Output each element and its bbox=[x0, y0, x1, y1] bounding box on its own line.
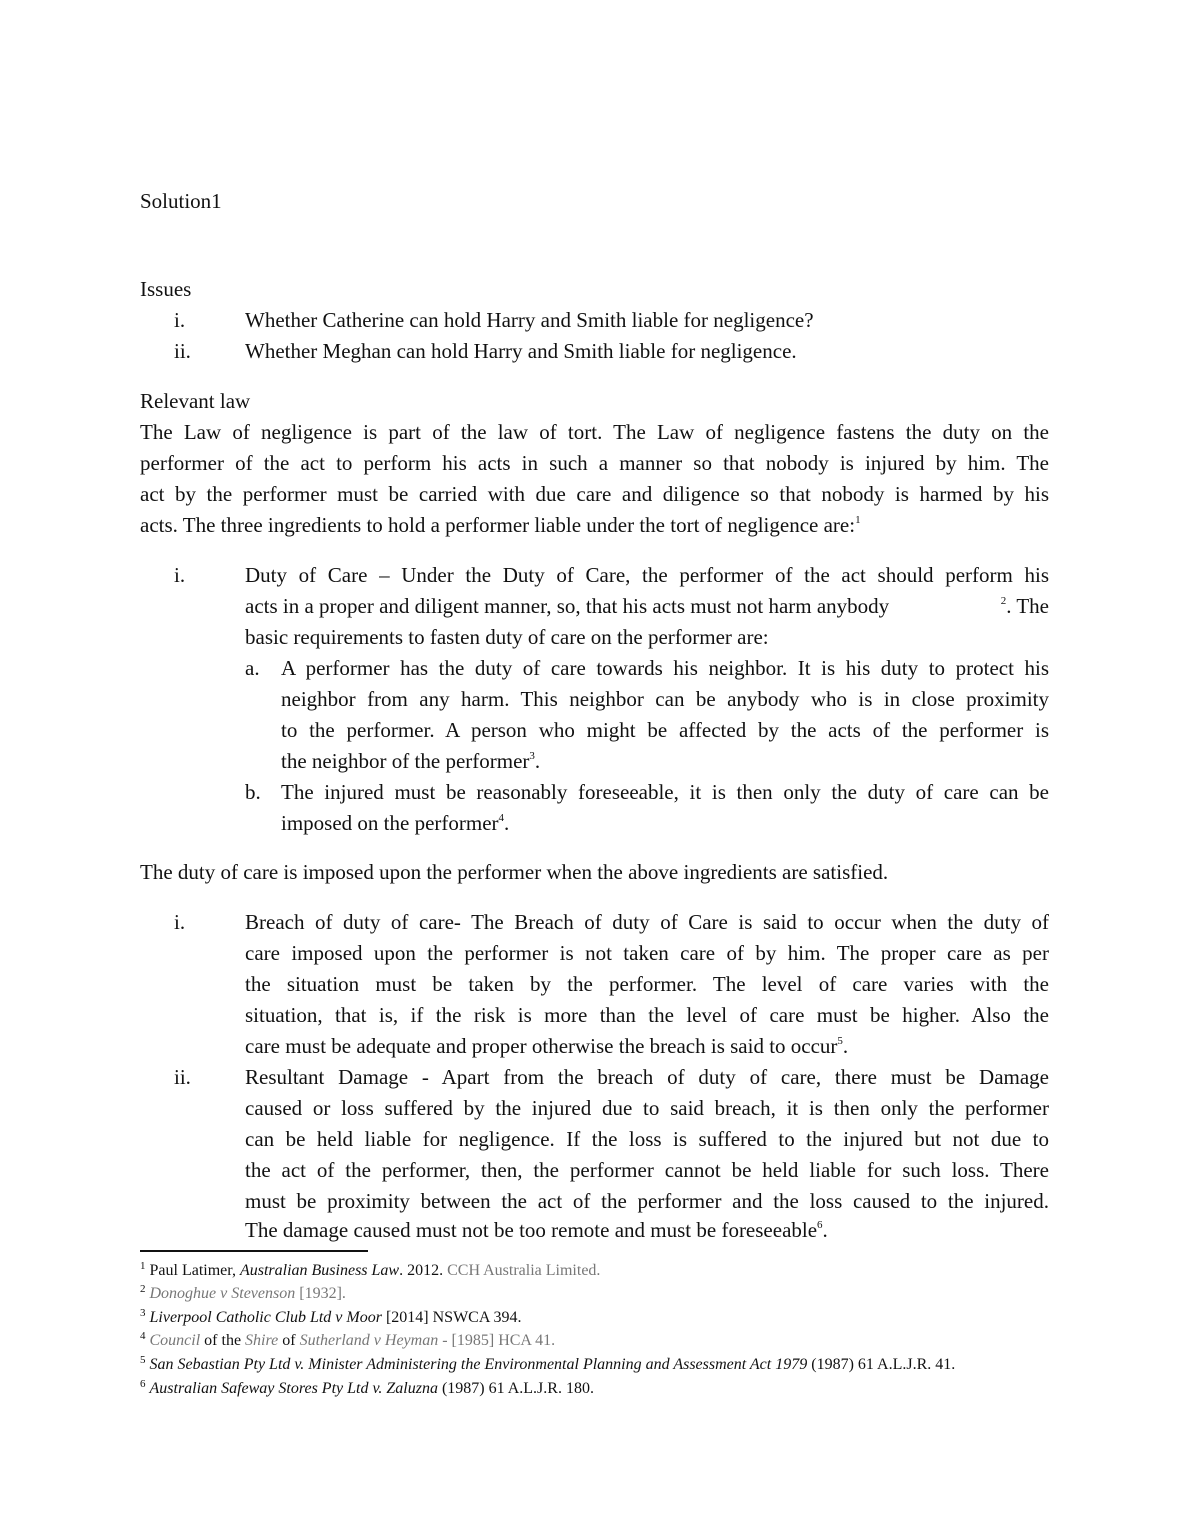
breach-line: Breach of duty of care- The Breach of duty of Care is said to occur when the duty of bbox=[245, 910, 1049, 934]
footnote-3: $^3$ Liverpool Catholic Club Ltd v Moor [2014] NSWCA 394. bbox=[140, 1307, 522, 1326]
law-paragraph-line: performer of the act to perform his acts in such a manner so that nobody is injured by him. The bbox=[140, 451, 1049, 475]
breach-line: situation, that is, if the risk is more than the level of care must be higher. Also the bbox=[245, 1003, 1049, 1027]
breach-number: i. bbox=[174, 910, 186, 934]
footnote-ref-4: 4 bbox=[498, 812, 505, 824]
footnote-ref-5: 5 bbox=[837, 1035, 843, 1047]
law-paragraph-line: The Law of negligence is part of the law of tort. The Law of negligence fastens the duty on the bbox=[140, 420, 1049, 444]
page-title: Solution1 bbox=[140, 189, 222, 213]
sub-item-b-line: imposed on the performer$^4$. bbox=[281, 811, 510, 835]
issues-heading: Issues bbox=[140, 277, 192, 301]
sub-item-b-line: The injured must be reasonably foreseeable, it is then only the duty of care can be bbox=[281, 780, 1049, 804]
footnote-ref-3: 3 bbox=[529, 750, 535, 762]
issue-text-2: Whether Meghan can hold Harry and Smith liable for negligence. bbox=[245, 339, 797, 363]
damage-line: Resultant Damage - Apart from the breach of duty of care, there must be Damage bbox=[245, 1065, 1049, 1089]
footnote-ref-6: 6 bbox=[817, 1219, 823, 1231]
duty-number: i. bbox=[174, 563, 186, 587]
damage-line: can be held liable for negligence. If the loss is suffered to the injured but not due to bbox=[245, 1127, 1049, 1151]
footnote-1: $^1$ Paul Latimer, Australian Business Law. 2012. CCH Australia Limited. bbox=[140, 1260, 601, 1279]
law-paragraph-line: act by the performer must be carried with due care and diligence so that nobody is harmed by his bbox=[140, 482, 1049, 506]
sub-item-a-line: neighbor from any harm. This neighbor can be anybody who is in close proximity bbox=[281, 687, 1049, 711]
sub-item-a-line: A performer has the duty of care towards his neighbor. It is his duty to protect his bbox=[281, 656, 1049, 680]
footnote-ref-2: 2 bbox=[1000, 595, 1007, 607]
footnote-5: $^5$ San Sebastian Pty Ltd v. Minister Administering the Environmental Planning and Assessment Act 1979 (1987) 61 A.L.J.R. 41. bbox=[140, 1354, 956, 1373]
duty-line: basic requirements to fasten duty of care on the performer are: bbox=[245, 625, 769, 649]
footnote-4: $^4$ Council of the Shire of Sutherland v Heyman - [1985] HCA 41. bbox=[140, 1330, 556, 1349]
footnote-separator bbox=[140, 1250, 368, 1252]
breach-line: the situation must be taken by the performer. The level of care varies with the bbox=[245, 972, 1049, 996]
issue-text-1: Whether Catherine can hold Harry and Smith liable for negligence? bbox=[245, 308, 814, 332]
issue-number-1: i. bbox=[174, 308, 186, 332]
footnote-ref-1: 1 bbox=[855, 514, 861, 526]
footnote-6: $^6$ Australian Safeway Stores Pty Ltd v. Zaluzna (1987) 61 A.L.J.R. 180. bbox=[140, 1378, 594, 1397]
sub-item-letter-b: b. bbox=[245, 780, 261, 804]
footnote-2: $^2$ Donoghue v Stevenson [1932]. bbox=[140, 1283, 346, 1302]
law-paragraph-line: acts. The three ingredients to hold a performer liable under the tort of negligence are:$^1$ bbox=[140, 513, 861, 537]
breach-line: care imposed upon the performer is not taken care of by him. The proper care as per bbox=[245, 941, 1049, 965]
breach-line: care must be adequate and proper otherwise the breach is said to occur$^5$. bbox=[245, 1034, 849, 1058]
issue-number-2: ii. bbox=[174, 339, 191, 363]
sub-item-letter-a: a. bbox=[245, 656, 260, 680]
sub-item-a-line: to the performer. A person who might be affected by the acts of the performer is bbox=[281, 718, 1049, 742]
damage-number: ii. bbox=[174, 1065, 191, 1089]
damage-line: The damage caused must not be too remote and must be foreseeable$^6$. bbox=[245, 1218, 828, 1242]
damage-line: caused or loss suffered by the injured due to said breach, it is then only the performer bbox=[245, 1096, 1049, 1120]
damage-line: the act of the performer, then, the performer cannot be held liable for such loss. There bbox=[245, 1158, 1049, 1182]
sub-item-a-line: the neighbor of the performer$^3$. bbox=[281, 749, 541, 773]
duty-line: Duty of Care – Under the Duty of Care, the performer of the act should perform his bbox=[245, 563, 1049, 587]
summary-paragraph: The duty of care is imposed upon the performer when the above ingredients are satisfied. bbox=[140, 860, 889, 884]
relevant-law-heading: Relevant law bbox=[140, 389, 251, 413]
damage-line: must be proximity between the act of the performer and the loss caused to the injured. bbox=[245, 1189, 1049, 1213]
